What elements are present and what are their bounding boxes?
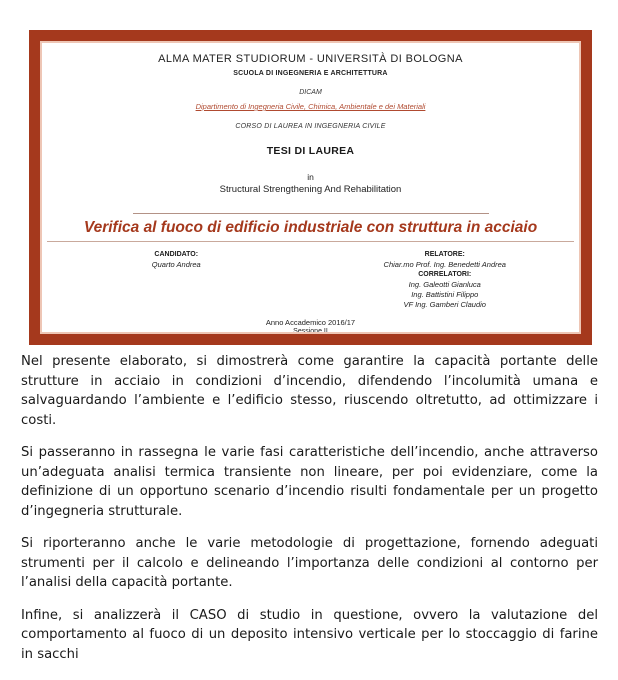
academic-year: Anno Accademico 2016/17 bbox=[265, 318, 356, 327]
candidate-name: Quarto Andrea bbox=[151, 260, 201, 269]
people-section bbox=[42, 250, 579, 310]
candidate-column bbox=[42, 250, 311, 310]
coadvisors-label: CORRELATORI: bbox=[418, 271, 472, 278]
candidate-label: CANDIDATO: bbox=[154, 251, 199, 258]
advisor-name: Chiar.mo Prof. Ing. Benedetti Andrea bbox=[383, 260, 506, 269]
abstract-paragraph: Nel presente elaborato, si dimostrerà come garantire la capacità portante delle strutture in acciaio in condizioni d’incendio, difendendo l’incolumità umana e salvaguardando l’ambiente e l’edificio stesso, riuscendo oltretutto, ad ottimizzare i costi. bbox=[21, 354, 598, 428]
thesis-in-label: in bbox=[307, 172, 314, 182]
abstract-paragraph: Si passeranno in rassegna le varie fasi caratteristiche dell’incendio, anche attraverso un’adeguata analisi termica transiente non lineare, per poi evidenziare, come la definizione di un opportuno scenario d’incendio risulti fondamentale per un progetto d’ingegneria strutturale. bbox=[21, 445, 598, 519]
session-label: Sessione II bbox=[293, 328, 328, 334]
title-page-inner bbox=[40, 41, 581, 334]
advisor-column bbox=[311, 250, 580, 310]
thesis-title: Verifica al fuoco di edificio industriale con struttura in acciaio bbox=[83, 219, 538, 236]
abstract-paragraph: Infine, si analizzerà il CASO di studio in questione, ovvero la valutazione del comportamento al fuoco di un deposito intensivo verticale per lo stoccaggio di farine in sacchi bbox=[21, 607, 598, 662]
title-divider-bottom bbox=[47, 241, 574, 242]
department-acronym: DICAM bbox=[299, 89, 322, 96]
coadvisor-name: VF Ing. Gamberi Claudio bbox=[403, 300, 486, 309]
thesis-subject: Structural Strengthening And Rehabilitation bbox=[219, 184, 402, 195]
coadvisor-name: Ing. Galeotti Gianluca bbox=[408, 280, 481, 289]
university-name: ALMA MATER STUDIORUM - UNIVERSITÀ DI BOLOGNA bbox=[158, 53, 463, 65]
degree-course: CORSO DI LAUREA IN INGEGNERIA CIVILE bbox=[235, 123, 386, 130]
department-link[interactable]: Dipartimento di Ingegneria Civile, Chimica, Ambientale e dei Materiali bbox=[195, 102, 426, 111]
abstract-section bbox=[21, 352, 598, 677]
coadvisor-name: Ing. Battistini Filippo bbox=[411, 290, 479, 299]
abstract-paragraph: Si riporteranno anche le varie metodologie di progettazione, fornendo adeguati strumenti per il calcolo e delineando l’importanza delle condizioni al contorno per l’analisi della capacità portante. bbox=[21, 536, 598, 590]
title-divider-top bbox=[133, 213, 489, 214]
school-name: SCUOLA DI INGEGNERIA E ARCHITETTURA bbox=[233, 70, 388, 77]
thesis-label: TESI DI LAUREA bbox=[266, 145, 355, 157]
advisor-label: RELATORE: bbox=[424, 251, 465, 258]
title-page-frame bbox=[29, 30, 592, 345]
